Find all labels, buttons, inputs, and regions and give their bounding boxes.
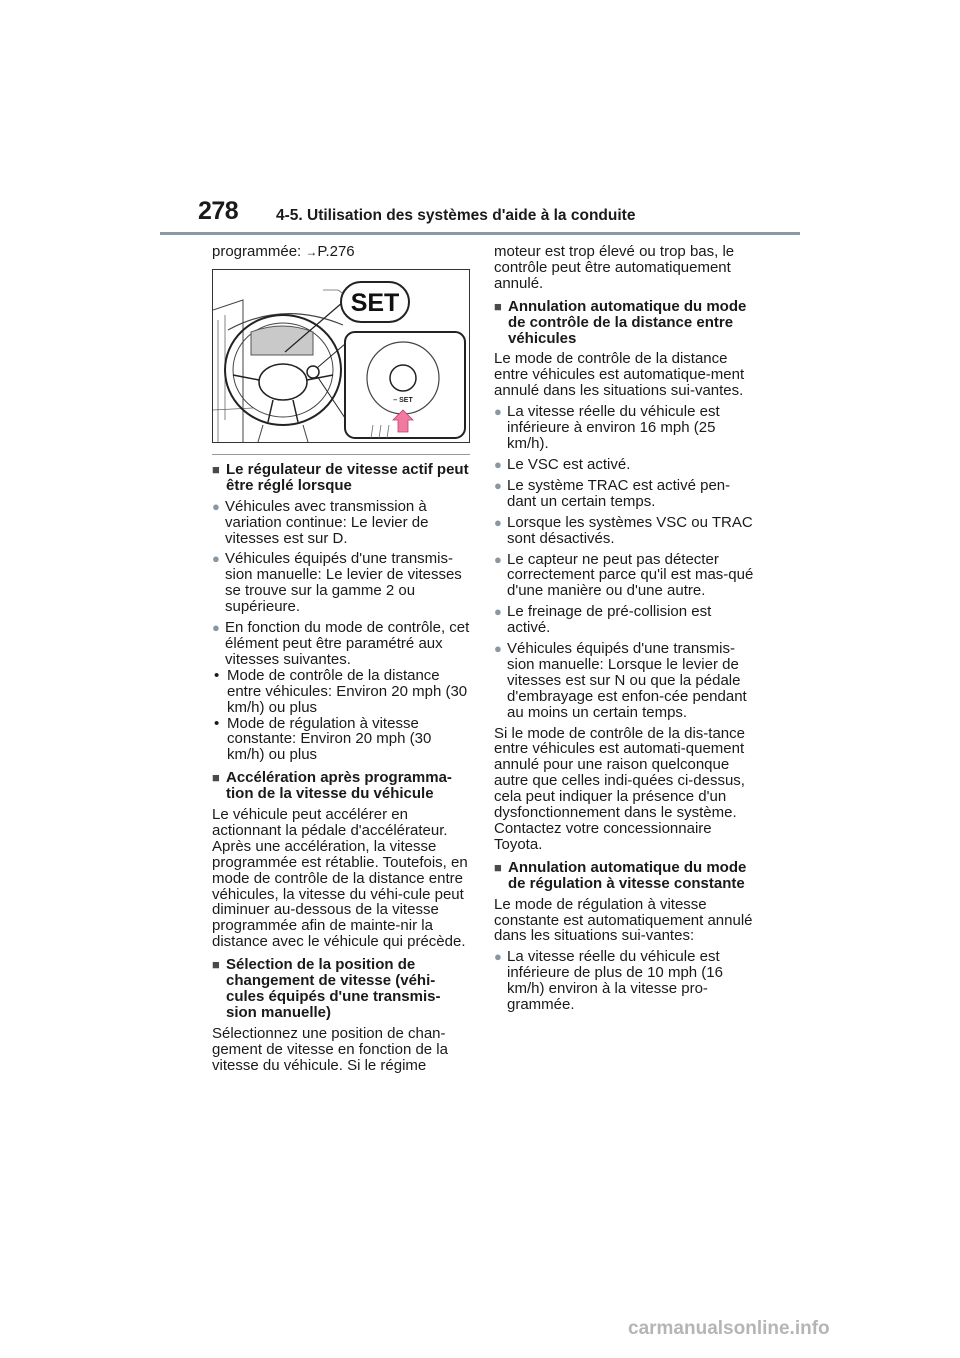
- paragraph: Si le mode de contrôle de la dis-tance entre véhicules est automati-quement annulé pour une raison quelconque autre que celles indi-quées ci-dessus, cela peut indiquer la présence d'un dysfonctionnement dans le système. Contactez votre concessionnaire Toyota.: [494, 724, 745, 853]
- paragraph: Sélectionnez une position de chan-gement de vitesse en fonction de la vitesse du véhicule. Si le régime: [212, 1024, 448, 1074]
- list-item: ● Le VSC est activé.: [494, 455, 631, 473]
- bullet-icon: ●: [212, 620, 220, 636]
- paragraph: Le mode de régulation à vitesse constante est automatiquement annulé dans les situations sui-vantes:: [494, 895, 753, 945]
- intro-text: programmée:: [212, 243, 306, 260]
- illustration-drawing: [213, 270, 469, 442]
- bullet-icon: ●: [494, 477, 502, 493]
- header-rule: [160, 232, 800, 235]
- square-marker-icon: ■: [212, 770, 220, 786]
- paragraph: moteur est trop élevé ou trop bas, le contrôle peut être automatiquement annulé.: [494, 243, 735, 292]
- bullet-icon: ●: [494, 551, 502, 567]
- list-item: ● Le freinage de pré-collision est activé.: [494, 603, 712, 637]
- bullet-icon: ●: [494, 404, 502, 420]
- square-marker-icon: ■: [212, 957, 220, 973]
- set-button-label: – SET: [393, 396, 413, 404]
- figure-divider: [212, 454, 470, 455]
- bullet-icon: ●: [212, 551, 220, 567]
- steering-wheel-illustration: [212, 269, 470, 443]
- chapter-title: 4-5. Utilisation des systèmes d'aide à la conduite: [276, 207, 636, 224]
- bullet-icon: ●: [494, 514, 502, 530]
- paragraph: Le véhicule peut accélérer en actionnant la pédale d'accélérateur. Après une accélération, la vitesse programmée est rétablie. Toutefois, en mode de contrôle de la distance entre véhicules, la vitesse du véhi-cule peut diminuer au-dessous de la vitesse programmée afin de mainte-nir la distance avec le véhicule qui précède.: [212, 806, 468, 951]
- list-item: ● Le capteur ne peut pas détecter correctement parce qu'il est mas-qué d'une manière ou d'une autre.: [494, 550, 754, 600]
- left-column: [212, 244, 470, 1079]
- section-heading: ■ Annulation automatique du mode de régulation à vitesse constante: [494, 858, 747, 892]
- section-heading: ■ Le régulateur de vitesse actif peut être réglé lorsque: [212, 460, 469, 494]
- section-heading: ■ Accélération après programma-tion de la vitesse du véhicule: [212, 769, 452, 803]
- square-marker-icon: ■: [212, 461, 220, 477]
- list-item: ● Lorsque les systèmes VSC ou TRAC sont désactivés.: [494, 513, 753, 547]
- section-heading: ■ Sélection de la position de changement de vitesse (véhi-cules équipés d'une transmis-sion manuelle): [212, 956, 441, 1021]
- intro-line: [212, 244, 470, 261]
- square-marker-icon: ■: [494, 298, 502, 314]
- square-marker-icon: ■: [494, 859, 502, 875]
- set-callout-label: SET: [350, 288, 400, 317]
- list-item: ● La vitesse réelle du véhicule est inférieure de plus de 10 mph (16 km/h) environ à la vitesse pro-grammée.: [494, 948, 723, 1014]
- page-number: 278: [198, 197, 239, 225]
- bullet-icon: ●: [494, 949, 502, 965]
- list-item: ● Véhicules équipés d'une transmis-sion manuelle: Le levier de vitesses se trouve sur la gamme 2 ou supérieure.: [212, 550, 462, 616]
- bullet-icon: ●: [494, 604, 502, 620]
- list-item: ● En fonction du mode de contrôle, cet élément peut être paramétré aux vitesses suivantes.: [212, 619, 470, 668]
- reference-arrow-icon: →: [305, 245, 318, 259]
- page-reference[interactable]: P.276: [317, 243, 355, 260]
- list-item: ● Véhicules équipés d'une transmis-sion manuelle: Lorsque le levier de vitesses est sur N ou que la pédale d'embrayage est enfon-cée pendant au moins un certain temps.: [494, 640, 747, 721]
- bullet-icon: ●: [494, 641, 502, 657]
- list-item: ● Véhicules avec transmission à variation continue: Le levier de vitesses est sur D.: [212, 497, 429, 547]
- bullet-icon: ●: [212, 498, 220, 514]
- bullet-icon: ●: [494, 456, 502, 472]
- section-heading: ■ Annulation automatique du mode de contrôle de la distance entre véhicules: [494, 297, 747, 347]
- right-column: [494, 244, 754, 1018]
- list-item: ● La vitesse réelle du véhicule est inférieure à environ 16 mph (25 km/h).: [494, 403, 720, 452]
- sub-bullet-icon: •: [214, 666, 220, 684]
- sub-list-item: • Mode de régulation à vitesse constante: Environ 20 mph (30 km/h) ou plus: [214, 714, 432, 764]
- sub-list-item: • Mode de contrôle de la distance entre véhicules: Environ 20 mph (30 km/h) ou plus: [214, 666, 468, 716]
- list-item: ● Le système TRAC est activé pen-dant un certain temps.: [494, 476, 731, 510]
- paragraph: Le mode de contrôle de la distance entre véhicules est automatique-ment annulé dans les situations sui-vantes.: [494, 350, 745, 400]
- watermark: carmanualsonline.info: [628, 1318, 830, 1339]
- sub-bullet-icon: •: [214, 714, 220, 732]
